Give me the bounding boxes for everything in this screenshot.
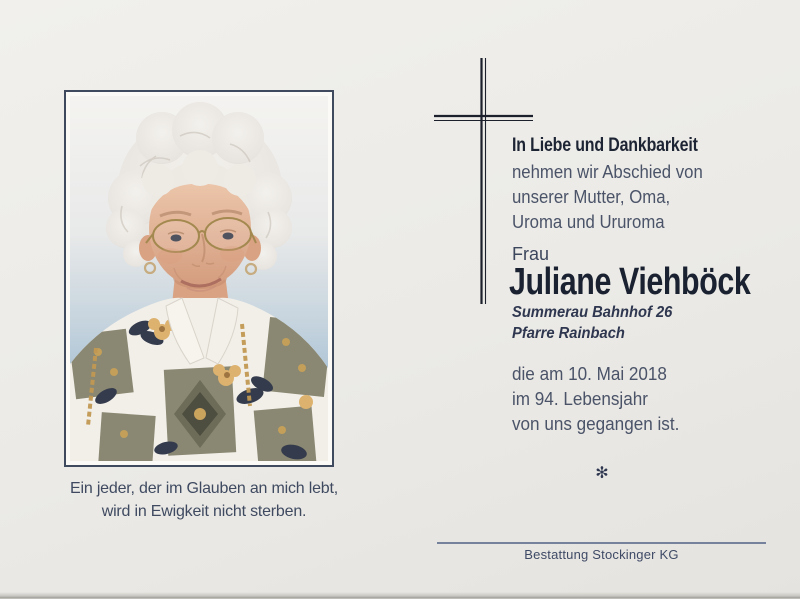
- portrait-photo-frame: [64, 90, 334, 467]
- farewell-line-1: nehmen wir Abschied von: [512, 162, 703, 182]
- cheek-right: [220, 246, 244, 262]
- cheek-left: [158, 248, 182, 264]
- photo-caption-line-2: wird in Ewigkeit nicht sterben.: [101, 503, 307, 520]
- passing-line-1: die am 10. Mai 2018: [512, 364, 667, 384]
- address-line-1: Summerau Bahnhof 26: [512, 304, 673, 321]
- passing-line-2: im 94. Lebensjahr: [512, 389, 648, 409]
- passing-text: [512, 362, 679, 437]
- portrait-photo: [70, 96, 328, 461]
- address-line-2: Pfarre Rainbach: [512, 325, 625, 342]
- memorial-asterisk-icon: ✻: [595, 463, 609, 482]
- deceased-name: Juliane Viehböck: [509, 261, 751, 303]
- footer-divider: [437, 542, 766, 544]
- funeral-home-name: Bestattung Stockinger KG: [524, 547, 679, 562]
- photo-caption-line-1: Ein jeder, der im Glauben an mich lebt,: [70, 480, 338, 497]
- passing-line-3: von uns gegangen ist.: [512, 414, 680, 434]
- farewell-line-3: Uroma und Ururoma: [512, 212, 665, 232]
- elderly-woman-portrait: [70, 96, 328, 461]
- farewell-line-2: unserer Mutter, Oma,: [512, 187, 671, 207]
- farewell-text: [512, 160, 703, 235]
- memorial-header: In Liebe und Dankbarkeit: [512, 135, 698, 156]
- address: [512, 302, 672, 344]
- photo-caption: [14, 477, 394, 523]
- salutation: Frau: [512, 244, 550, 264]
- card-bottom-edge: [0, 592, 800, 599]
